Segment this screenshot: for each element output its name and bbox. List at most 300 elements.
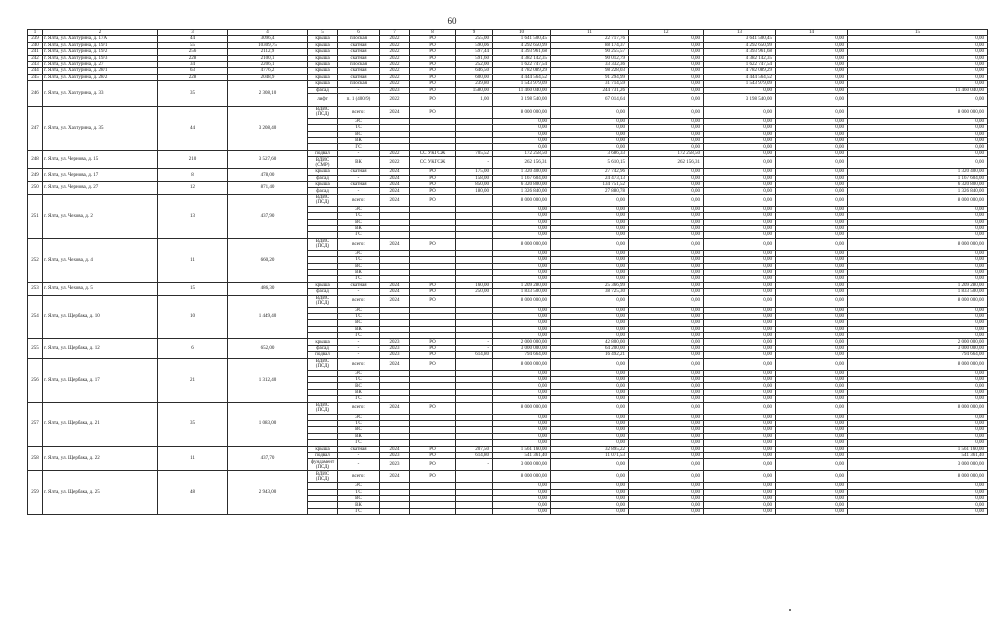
row-number: 248 <box>28 150 43 168</box>
table-cell: РО <box>410 182 456 188</box>
table-cell: 4 782 089,29 <box>493 68 551 74</box>
table-cell: 0,00 <box>776 269 848 275</box>
table-cell: 172 258,50 <box>629 150 704 156</box>
table-cell: ВДИС (ПСД) <box>308 471 338 483</box>
table-cell: 0,00 <box>776 87 848 93</box>
table-cell: 0,00 <box>551 440 629 446</box>
table-cell: 0,00 <box>704 138 776 144</box>
table-cell: 0,00 <box>629 257 704 263</box>
table-cell: 0,00 <box>629 238 704 250</box>
table-cell: 0,00 <box>493 333 551 339</box>
table-cell: скатная <box>338 49 380 55</box>
page-number: 60 <box>447 16 457 26</box>
table-cell: 0,00 <box>551 313 629 319</box>
table-cell: 8 <box>158 169 228 182</box>
table-cell: 35 <box>158 81 228 107</box>
table-cell: 0,00 <box>776 496 848 502</box>
table-cell: 0,00 <box>629 352 704 358</box>
table-cell: фасад <box>308 289 338 295</box>
table-cell: 0,00 <box>551 125 629 131</box>
table-cell: 0,00 <box>629 138 704 144</box>
column-header: 5 <box>308 30 338 36</box>
table-cell: 0,00 <box>776 370 848 376</box>
table-cell: 2048,9 <box>228 74 308 80</box>
table-cell: 0,00 <box>629 68 704 74</box>
table-cell: 614,80 <box>456 352 493 358</box>
table-cell: 0,00 <box>629 345 704 351</box>
table-cell: крыша <box>308 74 338 80</box>
table-cell: скатная <box>338 169 380 175</box>
table-cell: 242 <box>28 55 43 61</box>
table-cell: 0,00 <box>629 452 704 458</box>
table-cell: 0,00 <box>848 326 988 332</box>
table-cell: 0,00 <box>776 42 848 48</box>
table-cell: 2 308,10 <box>228 81 308 107</box>
table-cell: 44 <box>158 36 228 42</box>
system-label: ВК <box>338 433 380 439</box>
table-cell: 0,00 <box>776 219 848 225</box>
table-cell: ВДИС (ПСД) <box>308 194 338 206</box>
table-cell: 0,00 <box>704 402 776 414</box>
table-cell: скатная <box>338 446 380 452</box>
table-cell: подвал <box>308 352 338 358</box>
table-cell: 3 000 000,00 <box>493 459 551 471</box>
table-cell: 0,00 <box>848 370 988 376</box>
table-cell: 0,00 <box>629 396 704 402</box>
table-cell: 3 198 540,00 <box>704 93 776 106</box>
table-cell: 0,00 <box>551 269 629 275</box>
table-cell: 0,00 <box>704 433 776 439</box>
table-cell: 2023 <box>380 352 410 358</box>
system-label: ВК <box>338 225 380 231</box>
table-cell: РО <box>410 81 456 87</box>
column-header: 1 <box>28 30 43 36</box>
address-cell: г. Ялта, ул. Хахтурина, д. 35 <box>43 106 158 150</box>
table-row <box>28 106 988 118</box>
row-number: 252 <box>28 238 43 282</box>
address-cell: г. Ялта, ул. Щербака, д. 17 <box>43 358 158 402</box>
table-cell: 0,00 <box>776 106 848 118</box>
table-cell: 0,00 <box>493 269 551 275</box>
table-cell: 614,80 <box>456 452 493 458</box>
table-cell: 0,00 <box>629 213 704 219</box>
table-cell: крыша <box>308 339 338 345</box>
table-cell: 0,00 <box>551 414 629 420</box>
system-label: ВК <box>338 138 380 144</box>
table-cell: 0,00 <box>704 118 776 124</box>
table-cell: 2023 <box>380 339 410 345</box>
table-cell: 0,00 <box>704 144 776 150</box>
table-cell: 0,00 <box>629 206 704 212</box>
table-cell: 1 543 979,09 <box>493 81 551 87</box>
table-cell: 2022 <box>380 68 410 74</box>
table-cell: 0,00 <box>704 169 776 175</box>
table-cell: подвал <box>308 150 338 156</box>
table-cell: 0,00 <box>776 446 848 452</box>
table-cell: 0,00 <box>551 295 629 307</box>
table-cell: 0,00 <box>848 125 988 131</box>
table-cell: 0,00 <box>704 282 776 288</box>
table-cell: 88 174,37 <box>551 42 629 48</box>
table-cell: 0,00 <box>848 307 988 313</box>
table-cell: 3 000 000,00 <box>848 459 988 471</box>
table-cell: 1 312,40 <box>228 358 308 402</box>
table-cell: 2024 <box>380 194 410 206</box>
table-cell <box>456 471 493 483</box>
table-cell: 2 000 000,00 <box>493 339 551 345</box>
row-number: 249 <box>28 169 43 182</box>
table-cell: 12 <box>158 182 228 195</box>
table-cell: 0,00 <box>704 150 776 156</box>
table-cell: г. Ялта, ул. Хахтурина, д. 17А <box>43 36 158 42</box>
table-cell: 98 228,03 <box>551 68 629 74</box>
system-label: ГС <box>338 508 380 514</box>
scan-speck <box>789 609 791 611</box>
table-cell: крыша <box>308 36 338 42</box>
table-cell: 0,00 <box>704 250 776 256</box>
system-label: ВК <box>338 502 380 508</box>
table-cell: г. Ялта, ул. Хахтурина, д. 28/2 <box>43 74 158 80</box>
table-cell: 15 <box>158 282 228 295</box>
table-cell: РО <box>410 55 456 61</box>
table-cell: скатная <box>338 68 380 74</box>
table-cell: 11 460 040,00 <box>848 87 988 93</box>
table-cell: 0,00 <box>704 496 776 502</box>
table-cell: РО <box>410 345 456 351</box>
table-cell: 4 382 142,35 <box>493 55 551 61</box>
table-cell: 6 <box>158 339 228 358</box>
table-cell: 0,00 <box>848 433 988 439</box>
row-number: 250 <box>28 182 43 195</box>
table-cell: 2024 <box>380 358 410 370</box>
table-cell: всего: <box>338 238 380 250</box>
table-cell: 0,00 <box>776 295 848 307</box>
table-cell: 255,00 <box>456 36 493 42</box>
system-label: ГС <box>338 440 380 446</box>
table-cell: 1 561 160,00 <box>493 446 551 452</box>
table-cell: - <box>338 459 380 471</box>
table-cell: 4 393 961,68 <box>704 49 776 55</box>
table-cell: 4 292 650,99 <box>704 42 776 48</box>
table-cell: 228 <box>158 74 228 80</box>
table-cell: 31 714,59 <box>551 81 629 87</box>
column-header: 12 <box>629 30 704 36</box>
table-cell: ВДИС (ПСД) <box>308 106 338 118</box>
table-cell: 0,00 <box>629 81 704 87</box>
table-cell: 0,00 <box>629 169 704 175</box>
table-cell: 8 000 000,00 <box>493 402 551 414</box>
table-cell: 0,00 <box>848 138 988 144</box>
table-cell: 0,00 <box>704 213 776 219</box>
table-cell: 0,00 <box>776 206 848 212</box>
table-cell: 0,00 <box>848 427 988 433</box>
table-cell: 0,00 <box>493 118 551 124</box>
table-cell: 0,00 <box>848 93 988 106</box>
table-cell: 0,00 <box>551 420 629 426</box>
table-cell: ВДИС (ПСД) <box>308 238 338 250</box>
table-cell: 0,00 <box>776 414 848 420</box>
table-cell: ВДИС (ПСД) <box>308 402 338 414</box>
table-cell: 0,00 <box>493 144 551 150</box>
table-cell: 64 200,00 <box>551 345 629 351</box>
table-cell: 0,00 <box>776 345 848 351</box>
table-cell: 0,00 <box>848 150 988 156</box>
table-cell: 1 326 840,00 <box>493 188 551 194</box>
table-cell: 0,00 <box>776 125 848 131</box>
table-cell: 0,00 <box>776 74 848 80</box>
table-cell: 24 473,13 <box>551 175 629 181</box>
table-cell: 2022 <box>380 157 410 169</box>
table-cell: 0,00 <box>848 55 988 61</box>
table-cell: 0,00 <box>776 55 848 61</box>
system-label: ВС <box>338 131 380 137</box>
address-cell: г. Ялта, ул. Чернова, д. 17 <box>43 169 158 182</box>
table-cell: 0,00 <box>704 345 776 351</box>
table-cell: 1 622 747,54 <box>704 61 776 67</box>
table-cell: 2024 <box>380 446 410 452</box>
table-cell: 1 622 747,54 <box>493 61 551 67</box>
address-cell: г. Ялта, ул. Щербака, д. 22 <box>43 446 158 471</box>
table-cell: крыша <box>308 49 338 55</box>
table-cell: 8 000 000,00 <box>493 238 551 250</box>
table-cell: 3 000 000,00 <box>848 345 988 351</box>
table-cell: 0,00 <box>704 383 776 389</box>
table-cell: 3 686,33 <box>551 150 629 156</box>
table-cell: 0,00 <box>848 157 988 169</box>
system-label: ГС <box>338 276 380 282</box>
table-cell: 2206,1 <box>228 61 308 67</box>
table-cell: 0,00 <box>629 269 704 275</box>
table-cell: 0,00 <box>848 144 988 150</box>
row-number: 258 <box>28 446 43 471</box>
table-cell: 8 000 000,00 <box>848 402 988 414</box>
table-cell: 0,00 <box>848 333 988 339</box>
table-cell: 158,00 <box>456 175 493 181</box>
table-cell: 0,00 <box>776 459 848 471</box>
table-cell: РО <box>410 93 456 106</box>
table-cell: - <box>338 188 380 194</box>
system-label: ВС <box>338 219 380 225</box>
table-cell: 0,00 <box>629 496 704 502</box>
table-cell: 0,00 <box>776 150 848 156</box>
table-cell: 0,00 <box>493 433 551 439</box>
system-label: ВС <box>338 383 380 389</box>
table-cell: - <box>456 345 493 351</box>
table-cell: 2023 <box>380 345 410 351</box>
table-cell: всего: <box>338 194 380 206</box>
table-cell: 0,00 <box>776 502 848 508</box>
table-cell: 0,00 <box>848 276 988 282</box>
table-cell: 0,00 <box>776 175 848 181</box>
table-cell: 0,00 <box>629 282 704 288</box>
table-cell: СС УКГСЖ <box>410 150 456 156</box>
table-cell: 0,00 <box>704 326 776 332</box>
table-cell: 3 641 500,45 <box>704 36 776 42</box>
table-cell: 0,00 <box>493 420 551 426</box>
table-cell: 0,00 <box>704 427 776 433</box>
table-cell: 0,00 <box>551 206 629 212</box>
table-cell: 0,00 <box>551 225 629 231</box>
table-cell: 0,00 <box>551 377 629 383</box>
system-label: ВК <box>338 389 380 395</box>
table-cell: РО <box>410 49 456 55</box>
table-cell: ВК <box>338 157 380 169</box>
table-cell: 1580,00 <box>456 87 493 93</box>
table-cell: - <box>338 175 380 181</box>
table-cell: 0,00 <box>629 131 704 137</box>
table-cell: 652,00 <box>228 339 308 358</box>
table-cell: 0,00 <box>551 427 629 433</box>
table-cell: - <box>456 157 493 169</box>
table-cell: 5 610,15 <box>551 157 629 169</box>
table-cell: 0,00 <box>493 257 551 263</box>
table-cell: 3 198 540,00 <box>493 93 551 106</box>
system-label: ЭС <box>338 250 380 256</box>
table-cell: г. Ялта, ул. Хахтурина, д. 27 <box>43 61 158 67</box>
table-cell: 0,00 <box>551 471 629 483</box>
table-cell: 0,00 <box>551 238 629 250</box>
system-label: ТС <box>338 125 380 131</box>
table-cell: 0,00 <box>704 182 776 188</box>
table-cell: 0,00 <box>551 144 629 150</box>
table-cell: 591,60 <box>456 55 493 61</box>
table-cell: 0,00 <box>848 225 988 231</box>
system-label: ВК <box>338 326 380 332</box>
table-cell: 0,00 <box>629 377 704 383</box>
table-cell: 0,00 <box>629 483 704 489</box>
table-cell: 0,00 <box>629 289 704 295</box>
column-header: 6 <box>338 30 380 36</box>
table-cell: 0,00 <box>551 131 629 137</box>
table-cell: 660,20 <box>228 238 308 282</box>
table-cell: фундамент (ПСД) <box>308 459 338 471</box>
table-cell: 0,00 <box>848 81 988 87</box>
table-cell: 0,00 <box>493 414 551 420</box>
table-cell: РО <box>410 295 456 307</box>
table-cell: 0,00 <box>848 508 988 514</box>
table-cell: 11 071,53 <box>551 452 629 458</box>
row-number: 254 <box>28 295 43 339</box>
table-cell: 13 <box>158 194 228 238</box>
system-label: ЭС <box>338 206 380 212</box>
system-label: ВС <box>338 427 380 433</box>
table-cell: 0,00 <box>776 169 848 175</box>
table-cell: 0,00 <box>848 36 988 42</box>
table-cell: 0,00 <box>629 427 704 433</box>
table-cell: 0,00 <box>493 313 551 319</box>
table-cell: 245 <box>28 74 43 80</box>
address-cell: г. Ялта, ул. Чернова, д. 27 <box>43 182 158 195</box>
table-cell: 0,00 <box>704 276 776 282</box>
table-cell: 0,00 <box>704 339 776 345</box>
table-cell: 0,00 <box>493 502 551 508</box>
table-cell: 0,00 <box>629 358 704 370</box>
table-cell: 0,00 <box>776 188 848 194</box>
table-cell: 0,00 <box>776 307 848 313</box>
table-cell: 2022 <box>380 36 410 42</box>
table-cell <box>456 194 493 206</box>
table-cell: всего: <box>338 295 380 307</box>
row-number: 257 <box>28 402 43 446</box>
table-cell: 0,00 <box>493 213 551 219</box>
table-cell: 8 000 000,00 <box>848 358 988 370</box>
table-cell: 0,00 <box>776 225 848 231</box>
table-cell: 8 000 000,00 <box>848 471 988 483</box>
table-cell: 0,00 <box>551 396 629 402</box>
table-cell: 0,00 <box>551 276 629 282</box>
table-cell: 646,50 <box>456 68 493 74</box>
table-cell <box>456 402 493 414</box>
table-cell: 0,00 <box>776 358 848 370</box>
table-cell: 2024 <box>380 238 410 250</box>
table-cell: РО <box>410 459 456 471</box>
table-cell: 2 943,00 <box>228 471 308 515</box>
table-cell: 180,00 <box>456 188 493 194</box>
table-cell: 0,00 <box>493 307 551 313</box>
table-cell: крыша <box>308 42 338 48</box>
table-cell: 0,00 <box>848 483 988 489</box>
table-cell: 437,90 <box>228 194 308 238</box>
table-cell: п. 1 (400/9) <box>338 93 380 106</box>
address-cell: г. Ялта, ул. Щербака, д. 21 <box>43 402 158 446</box>
table-cell: 0,00 <box>704 446 776 452</box>
table-cell: РО <box>410 352 456 358</box>
table-cell: г. Ялта, ул. Хахтурина, д. 19/1 <box>43 42 158 48</box>
table-cell: 0,00 <box>704 370 776 376</box>
table-cell: 241 <box>28 49 43 55</box>
table-cell: 0,00 <box>704 459 776 471</box>
table-cell: 0,00 <box>551 257 629 263</box>
table-cell: 2024 <box>380 182 410 188</box>
table-cell: 0,00 <box>704 396 776 402</box>
table-cell: 0,00 <box>776 440 848 446</box>
table-cell: 1 326 840,00 <box>848 188 988 194</box>
table-cell: крыша <box>308 282 338 288</box>
table-cell: РО <box>410 175 456 181</box>
table-cell: 0,00 <box>551 333 629 339</box>
table-cell: 0,00 <box>776 213 848 219</box>
table-cell: 2022 <box>380 93 410 106</box>
table-cell: 0,00 <box>776 402 848 414</box>
table-cell: 0,00 <box>629 276 704 282</box>
table-cell: 0,00 <box>704 414 776 420</box>
table-cell: 0,00 <box>848 269 988 275</box>
table-cell: 1 167 604,00 <box>848 175 988 181</box>
table-cell: 0,00 <box>776 49 848 55</box>
table-cell: крыша <box>308 182 338 188</box>
address-cell: г. Ялта, ул. Хахтурина, д. 33 <box>43 81 158 107</box>
system-label: ЭС <box>338 307 380 313</box>
table-cell <box>456 106 493 118</box>
table-cell: 0,00 <box>493 377 551 383</box>
table-cell: 32 895,22 <box>551 446 629 452</box>
table-cell: 22 717,76 <box>551 36 629 42</box>
table-cell: 0,00 <box>704 238 776 250</box>
table-cell: 2024 <box>380 282 410 288</box>
table-cell: крыша <box>308 169 338 175</box>
table-cell: 0,00 <box>493 125 551 131</box>
table-cell: 0,00 <box>704 194 776 206</box>
table-cell: 4 444 564,52 <box>704 74 776 80</box>
table-cell <box>456 238 493 250</box>
table-cell: скатная <box>338 182 380 188</box>
table-cell: скатная <box>338 74 380 80</box>
table-cell: 0,00 <box>704 352 776 358</box>
table-cell: 597,44 <box>456 49 493 55</box>
table-cell: 0,00 <box>776 263 848 269</box>
address-cell: г. Ялта, ул. Чехова, д. 2 <box>43 194 158 238</box>
system-label: ГС <box>338 144 380 150</box>
